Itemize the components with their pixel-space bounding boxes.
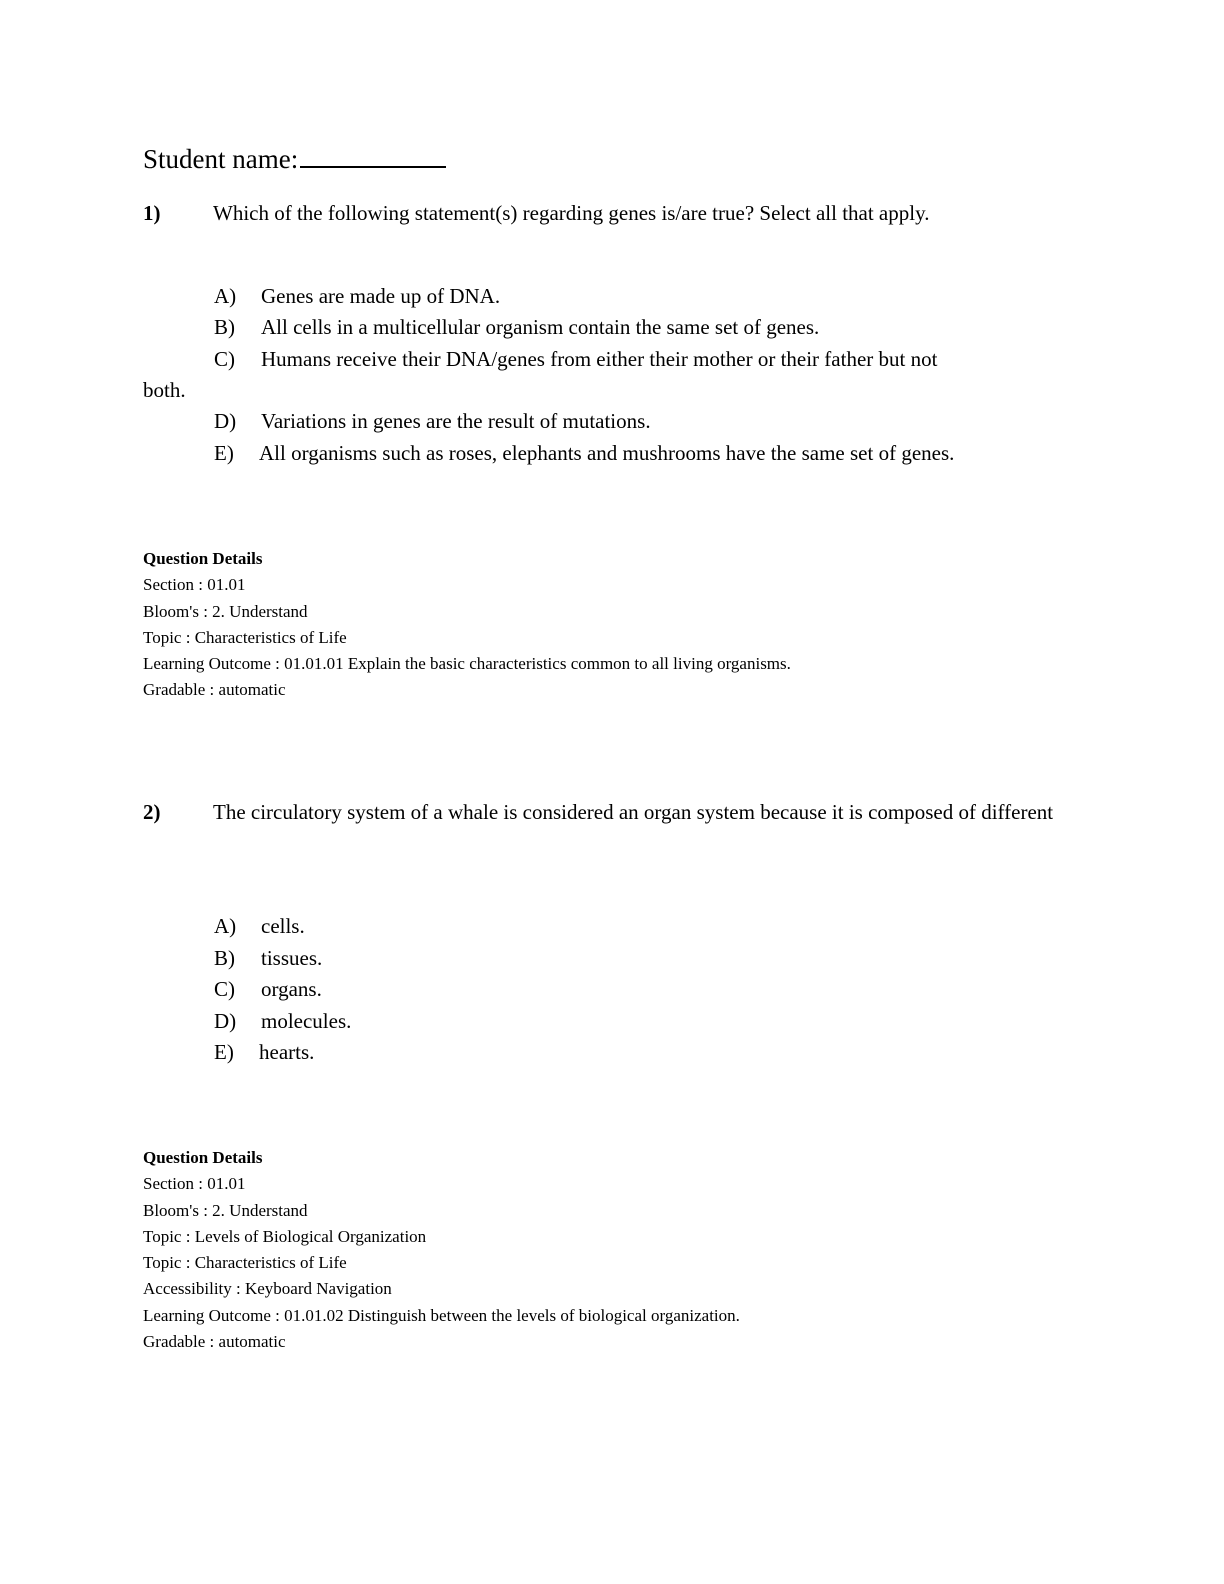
option-text: Genes are made up of DNA. [261,284,501,308]
option-text: Humans receive their DNA/genes from either their mother or their father but not [261,347,938,371]
option-c-continuation: both. [143,378,186,402]
option-text: Variations in genes are the result of mutations. [261,409,651,433]
option-text: cells. [261,914,305,938]
option-text: tissues. [261,946,323,970]
option-e[interactable] [214,438,954,469]
question-2 [143,797,1073,828]
question-details [143,546,791,704]
student-name-label: Student name: [143,144,299,174]
option-b[interactable] [214,943,322,974]
details-line: Gradable : automatic [143,1332,286,1352]
option-text: molecules. [261,1009,352,1033]
student-name-field [143,142,446,176]
question-number: 2) [143,800,161,824]
details-line: Learning Outcome : 01.01.02 Distinguish between the levels of biological organization. [143,1305,740,1325]
option-letter: B) [214,315,235,339]
question-number: 1) [143,201,161,225]
option-letter: D) [214,409,237,433]
option-letter: C) [214,977,235,1001]
question-text: Which of the following statement(s) regarding genes is/are true? Select all that apply. [213,201,930,225]
question-details [143,1145,740,1355]
option-letter: D) [214,1009,237,1033]
details-heading: Question Details [143,1148,263,1167]
option-d[interactable] [214,1006,351,1037]
details-line: Topic : Levels of Biological Organization [143,1226,427,1246]
question-1 [143,198,1073,229]
option-a[interactable] [214,281,500,312]
details-line: Bloom's : 2. Understand [143,1200,308,1220]
option-b[interactable] [214,312,819,343]
option-c[interactable] [214,344,937,375]
option-text: organs. [261,977,322,1001]
details-line: Gradable : automatic [143,680,286,700]
details-heading: Question Details [143,549,263,568]
option-text: hearts. [259,1040,315,1064]
details-line: Topic : Characteristics of Life [143,1253,347,1273]
details-line: Section : 01.01 [143,1174,246,1194]
details-line: Topic : Characteristics of Life [143,627,347,647]
option-letter: A) [214,914,237,938]
details-line: Section : 01.01 [143,575,246,595]
option-text: All organisms such as roses, elephants and mushrooms have the same set of genes. [259,441,955,465]
option-letter: E) [214,1040,234,1064]
student-name-blank[interactable] [300,142,446,168]
option-e[interactable] [214,1037,314,1068]
option-letter: E) [214,441,234,465]
question-text: The circulatory system of a whale is considered an organ system because it is composed of different [213,800,1054,824]
option-d[interactable] [214,406,651,437]
option-text: All cells in a multicellular organism contain the same set of genes. [261,315,820,339]
option-c[interactable] [214,974,322,1005]
option-letter: A) [214,284,237,308]
details-line: Accessibility : Keyboard Navigation [143,1279,392,1299]
option-letter: C) [214,347,235,371]
option-a[interactable] [214,911,305,942]
details-line: Learning Outcome : 01.01.01 Explain the basic characteristics common to all living organisms. [143,654,791,674]
details-line: Bloom's : 2. Understand [143,601,308,621]
option-letter: B) [214,946,235,970]
